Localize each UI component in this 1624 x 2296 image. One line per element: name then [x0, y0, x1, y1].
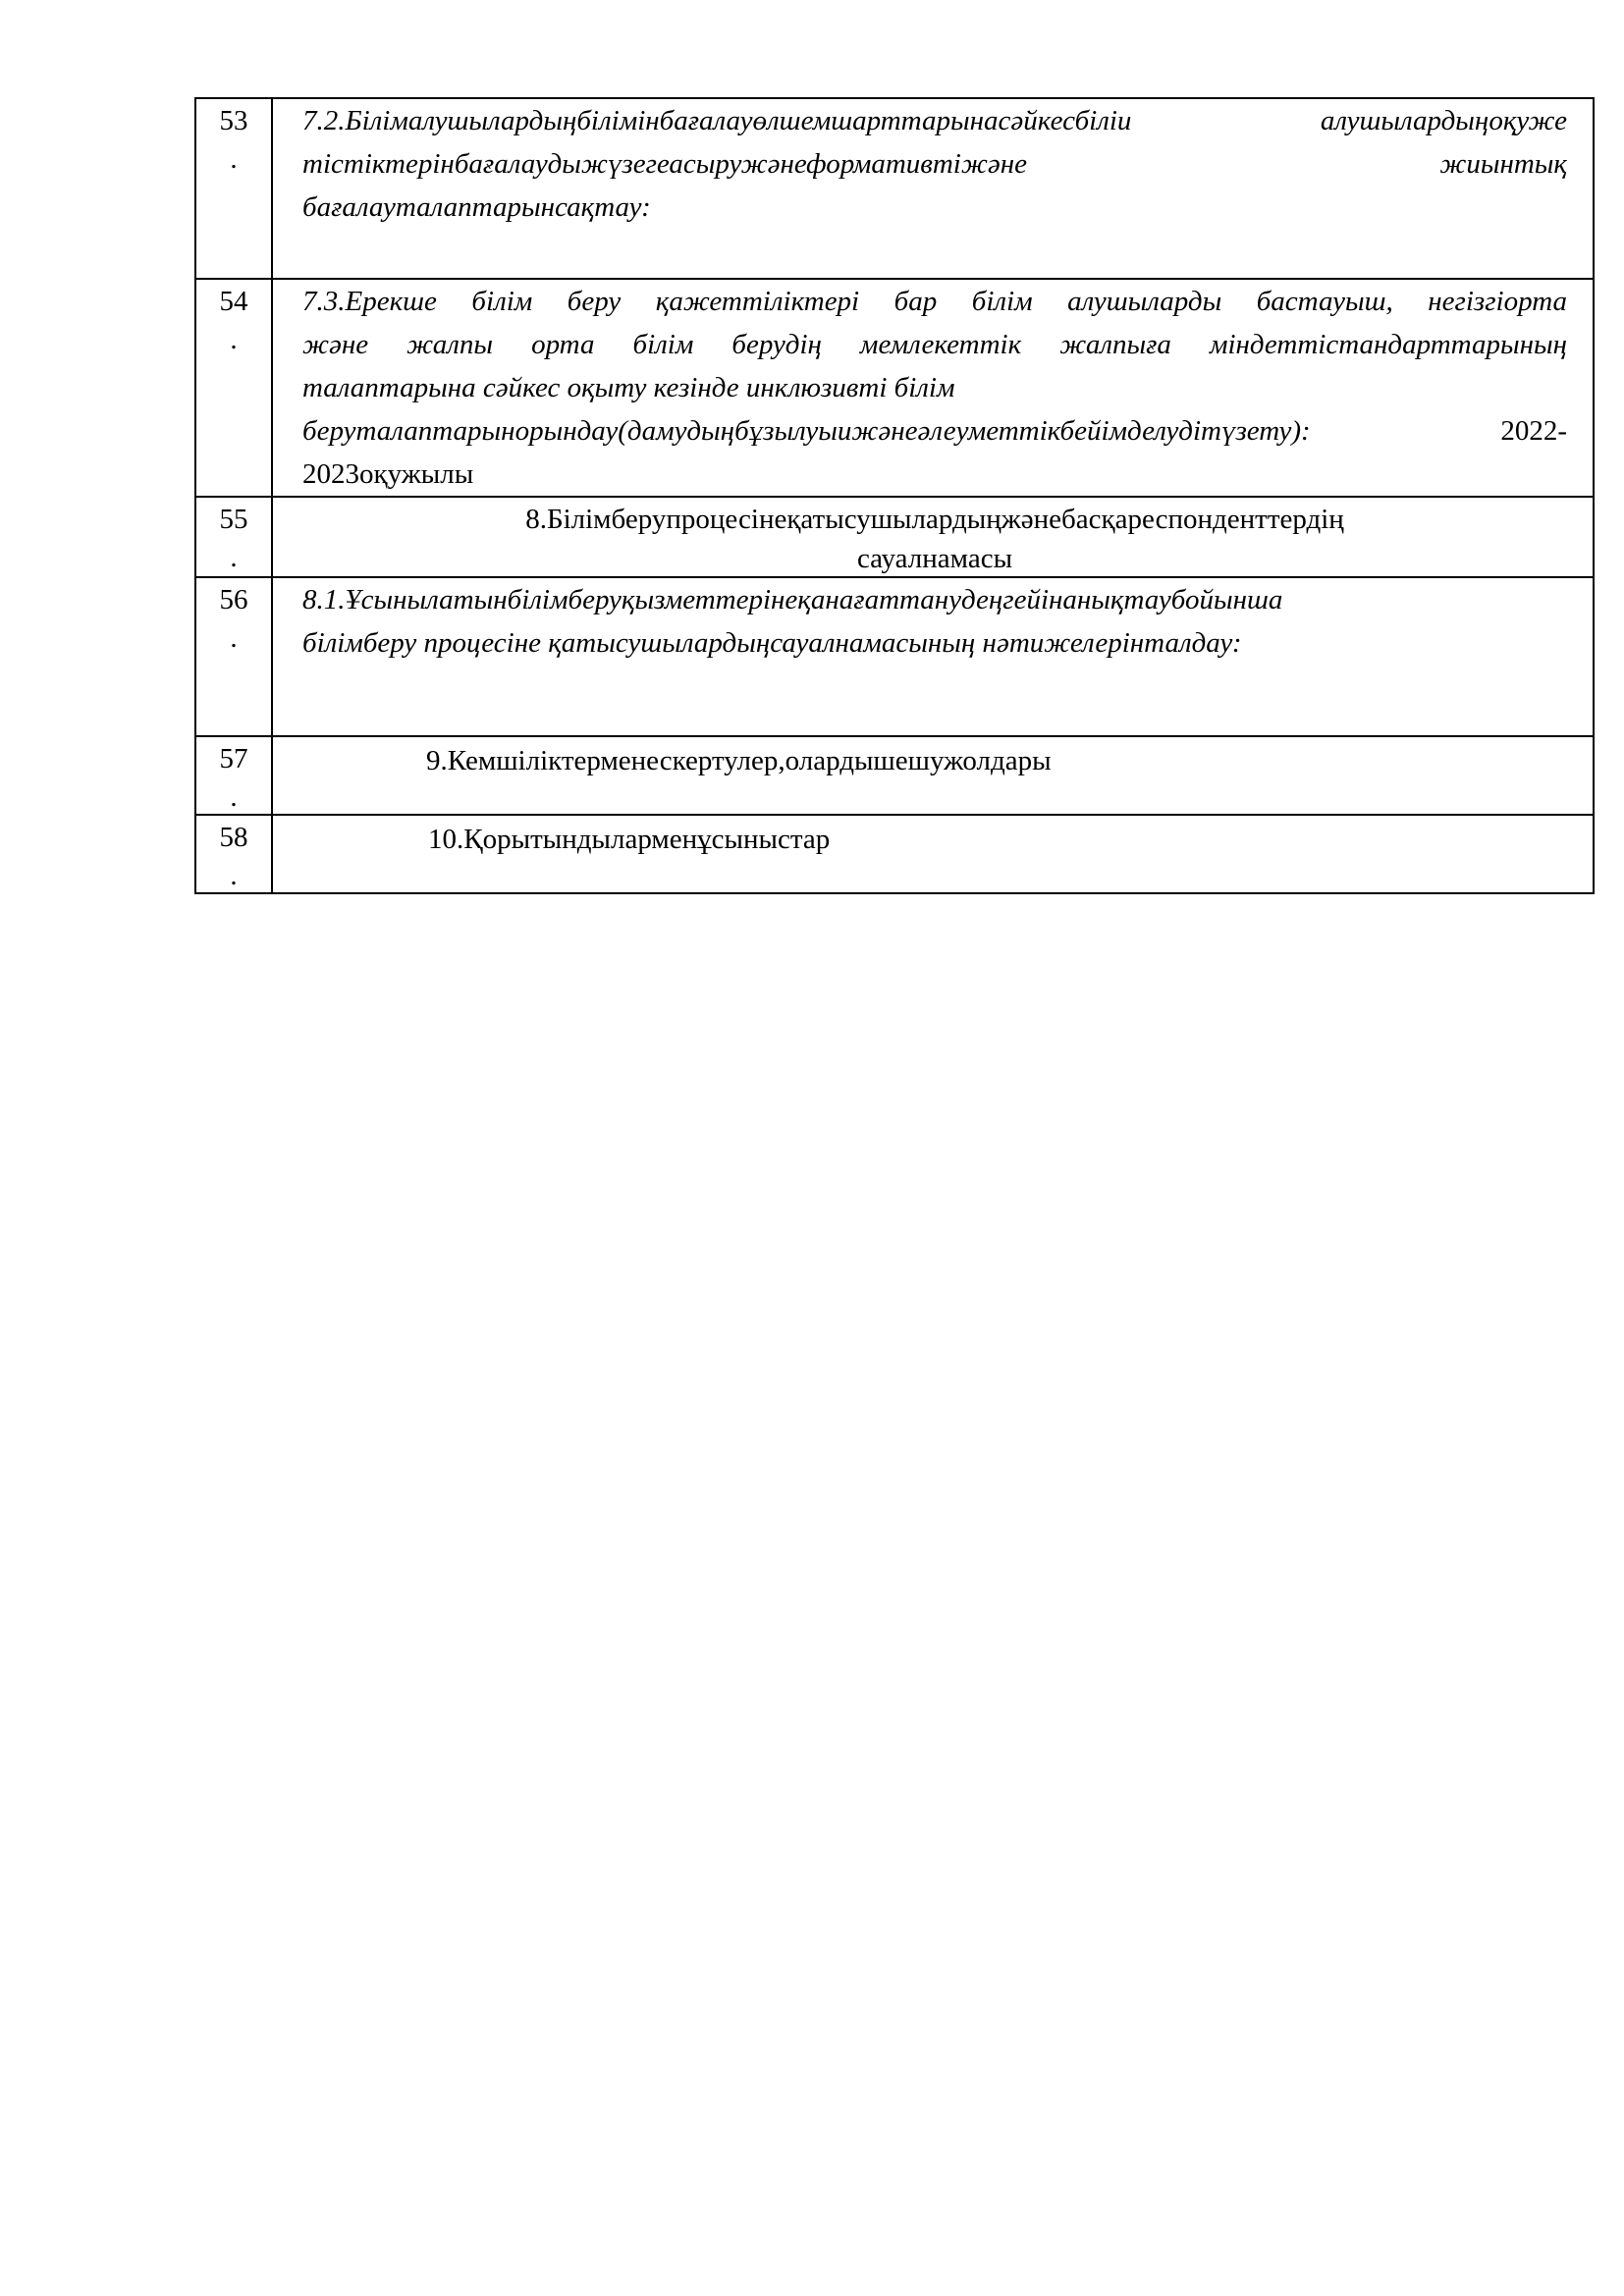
- row-text-line: білімберу процесіне қатысушылардыңсауалнамасының нәтижелерінталдау:: [302, 627, 1242, 659]
- section-heading: 10.Қорытындыларменұсыныстар: [428, 824, 831, 855]
- row-text-line: 2023оқужылы: [302, 458, 474, 490]
- section-heading-cell: [272, 815, 1594, 893]
- row-text-italic-part: беруталаптарынорындау(дамудыңбұзылуыижәнеәлеуметтікбейімделудітүзету):: [302, 415, 1311, 447]
- report-table: [194, 97, 1595, 894]
- table-row: [195, 497, 1594, 577]
- row-text-line: 8.1.Ұсынылатынбілімберуқызметтерінеқанағаттанудеңгейінанықтаубойынша: [302, 584, 1283, 615]
- section-heading-line: сауалнамасы: [856, 543, 1013, 574]
- row-text-line: бағалауталаптарынсақтау:: [302, 191, 651, 223]
- row-number-cell: [195, 98, 272, 279]
- section-heading-cell: [272, 497, 1594, 577]
- row-text-line: талаптарына сәйкес оқыту кезінде инклюзивті білім: [302, 372, 955, 403]
- section-heading-cell: [272, 736, 1594, 815]
- row-number-dot: .: [230, 860, 238, 891]
- row-number: 56: [219, 584, 248, 615]
- row-number-dot: .: [230, 324, 238, 355]
- table-row: [195, 736, 1594, 815]
- row-text-line: және жалпы орта білім берудің мемлекеттік жалпыға міндеттістандарттарының: [302, 329, 1567, 360]
- row-number-dot: .: [230, 542, 238, 573]
- row-number-cell: [195, 497, 272, 577]
- row-number-dot: .: [230, 622, 238, 654]
- table-row: [195, 577, 1594, 736]
- row-text-year-start: 2022-: [1310, 415, 1567, 447]
- row-number-dot: .: [230, 781, 238, 813]
- table-row: [195, 98, 1594, 279]
- row-number: 53: [219, 105, 248, 136]
- row-text-line: 7.2.Білімалушылардыңбілімінбағалауөлшемшарттарынасәйкесбіліи алушылардыңоқуже: [302, 105, 1567, 136]
- section-heading: 9.Кемшіліктерменескертулер,олардышешужолдары: [426, 745, 1052, 776]
- row-number: 58: [219, 822, 248, 853]
- row-number-cell: [195, 815, 272, 893]
- row-text-line: 7.3.Ерекше білім беру қажеттіліктері бар білім алушыларды бастауыш, негізгіорта: [302, 286, 1567, 317]
- row-number-dot: .: [230, 143, 238, 175]
- table-row: [195, 815, 1594, 893]
- row-text-cell: [272, 98, 1594, 279]
- row-text-cell: [272, 279, 1594, 497]
- row-number: 57: [219, 743, 248, 774]
- section-heading-line: 8.Білімберупроцесінеқатысушылардыңжәнебасқареспонденттердің: [525, 504, 1344, 535]
- row-text-cell: [272, 577, 1594, 736]
- row-number-cell: [195, 577, 272, 736]
- row-number-cell: [195, 279, 272, 497]
- table-row: [195, 279, 1594, 497]
- row-text-line: тістіктерінбағалаудыжүзегеасыружәнеформативтіжәне жиынтық: [302, 148, 1567, 180]
- row-number: 55: [219, 504, 248, 535]
- row-number-cell: [195, 736, 272, 815]
- row-number: 54: [219, 286, 248, 317]
- row-text-line-mixed: [302, 409, 1567, 453]
